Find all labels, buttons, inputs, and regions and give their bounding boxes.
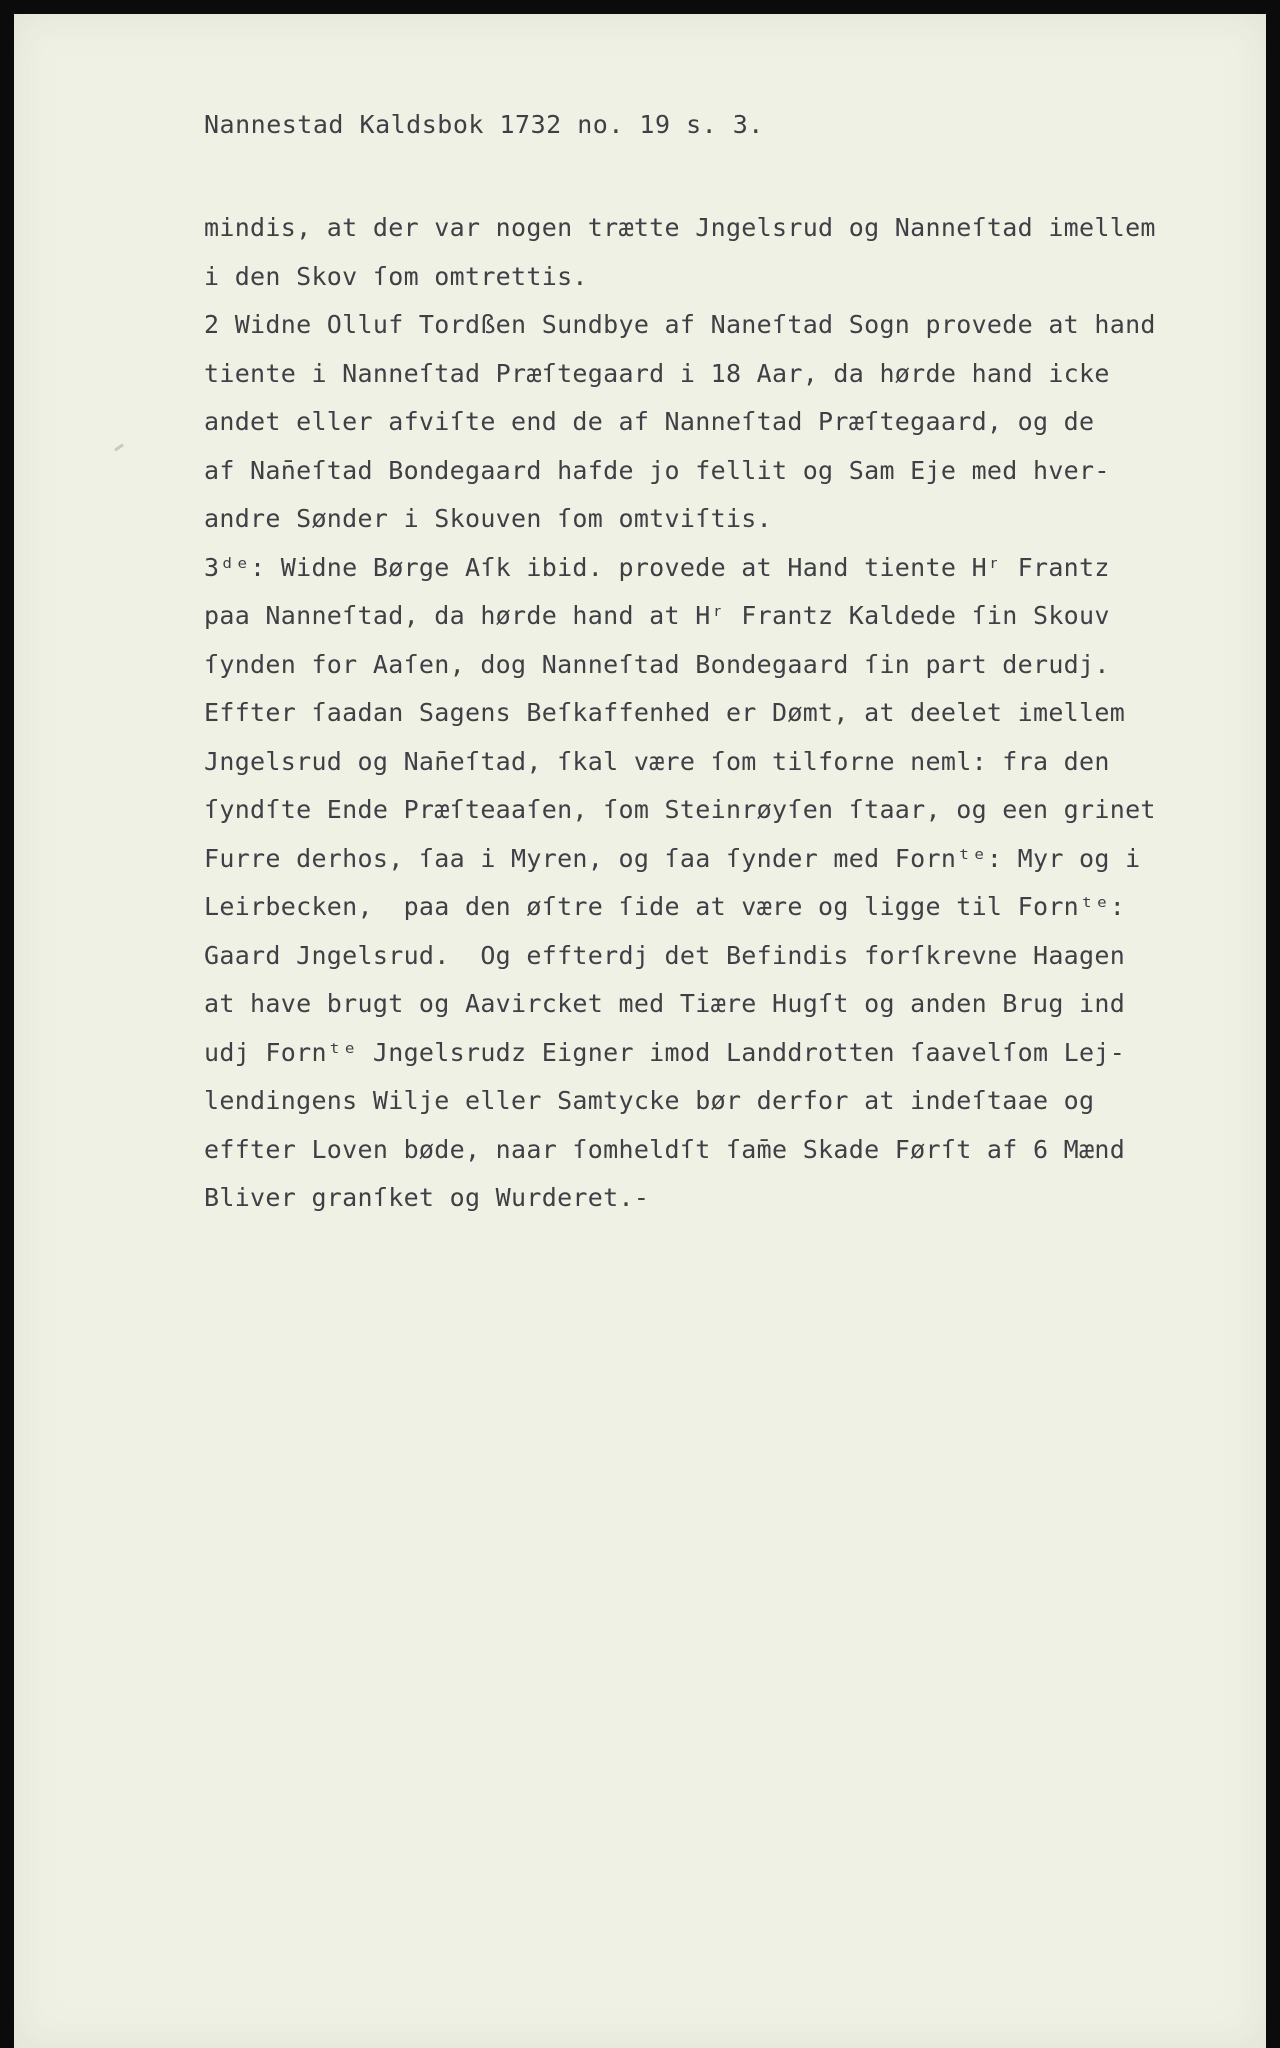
text-line: paa Nanneſtad, da hørde hand at Hʳ Frantz Kaldede ſin Skouv [204, 601, 1110, 630]
text-line: tiente i Nanneſtad Præſtegaard i 18 Aar, da hørde hand icke [204, 358, 1110, 388]
transcription-body [204, 204, 1214, 1223]
margin-tick-mark [114, 443, 124, 451]
text-line: mindis, at der var nogen trætte Jngelsrud og Nanneſtad imellem [204, 213, 1156, 242]
text-line: Jngelsrud og Nan̄eſtad, ſkal være ſom tilforne neml: fra den [204, 746, 1110, 776]
text-line: at have brugt og Aavircket med Tiære Hugſt og anden Brug ind [204, 989, 1126, 1018]
text-line: andet eller afviſte end de af Nanneſtad Præſtegaard, og de [204, 407, 1095, 436]
text-line: Leirbecken, paa den øſtre ſide at være og ligge til Fornᵗᵉ: [204, 892, 1126, 921]
text-line: Gaard Jngelsrud. Og effterdj det Befindis forſkrevne Haagen [204, 940, 1126, 970]
document-page [14, 14, 1266, 2048]
text-line: af Nan̄eſtad Bondegaard hafde jo fellit og Sam Eje med hver- [204, 455, 1110, 485]
text-line: Effter ſaadan Sagens Beſkaffenhed er Dømt, at deelet imellem [204, 698, 1126, 727]
text-line: udj Fornᵗᵉ Jngelsrudz Eigner imod Landdrotten ſaavelſom Lej- [204, 1037, 1126, 1067]
text-line: effter Loven bøde, naar ſomheldſt ſam̄e Skade Førſt af 6 Mænd [204, 1134, 1126, 1164]
text-line: ſynden for Aaſen, dog Nanneſtad Bondegaard ſin part derudj. [204, 649, 1110, 679]
text-line: andre Sønder i Skouven ſom omtviſtis. [204, 504, 772, 533]
text-line: i den Skov ſom omtrettis. [204, 261, 588, 291]
text-line: Bliver granſket og Wurderet.- [204, 1183, 650, 1212]
text-line: ſyndſte Ende Præſteaaſen, ſom Steinrøyſen ſtaar, og een grinet [204, 795, 1156, 824]
text-line: 2 Widne Olluf Tordßen Sundbye af Naneſtad Sogn provede at hand [204, 310, 1156, 339]
page-header: Nannestad Kaldsbok 1732 no. 19 s. 3. [204, 110, 764, 139]
text-line: lendingens Wilje eller Samtycke bør derfor at indeſtaae og [204, 1086, 1095, 1115]
faint-corner-mark [1106, 46, 1146, 82]
text-line: Furre derhos, ſaa i Myren, og ſaa ſynder med Fornᵗᵉ: Myr og i [204, 843, 1141, 873]
text-line: 3ᵈᵉ: Widne Børge Aſk ibid. provede at Hand tiente Hʳ Frantz [204, 552, 1110, 582]
